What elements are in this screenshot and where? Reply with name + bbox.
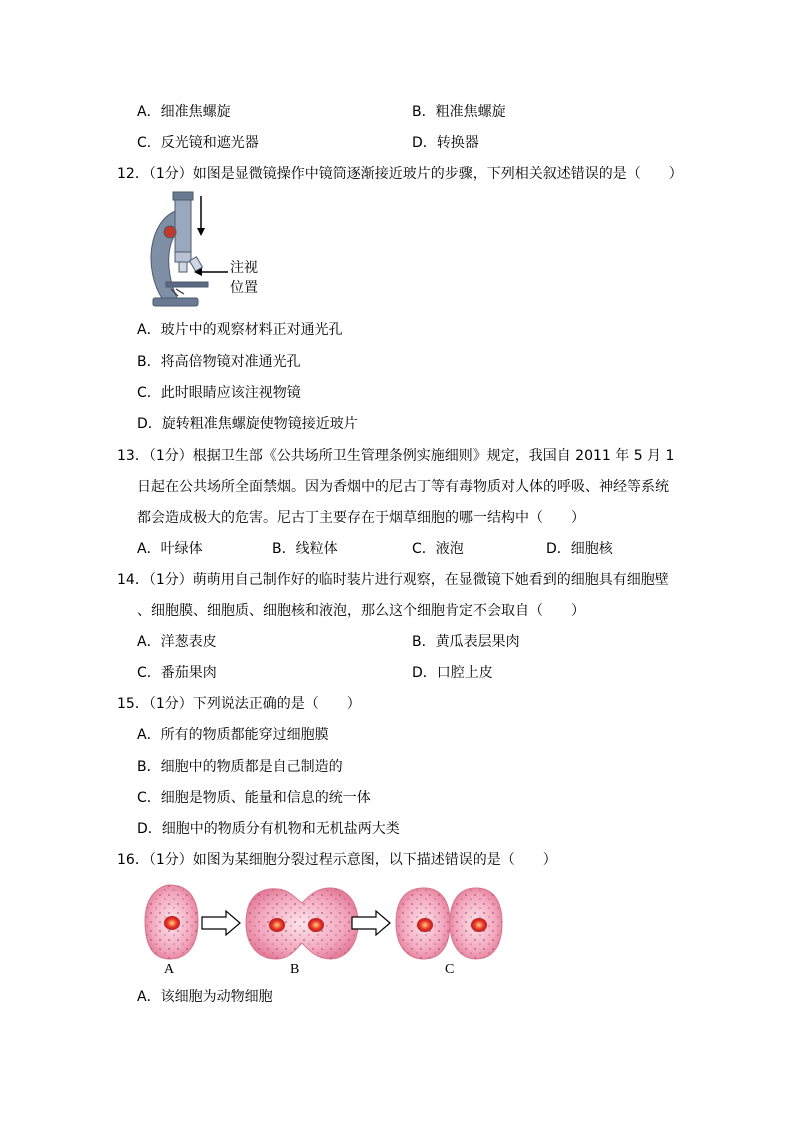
q13-option-c: C．液泡	[412, 541, 464, 557]
q15-option-b: B．细胞中的物质都是自己制造的	[137, 759, 343, 775]
microscope-figure	[138, 190, 268, 310]
cell-c	[396, 888, 502, 959]
q15-option-a: A．所有的物质都能穿过细胞膜	[137, 727, 329, 743]
cell-division-figure	[140, 883, 540, 978]
q13-stem-line-1: 13．（1分）根据卫生部《公共场所卫生管理条例实施细则》规定，我国自 2011 年 5 月 1	[117, 448, 675, 464]
q11-option-b: B．粗准焦螺旋	[412, 104, 506, 120]
q14-stem-line-1: 14．（1分）萌萌用自己制作好的临时装片进行观察，在显微镜下她看到的细胞具有细胞壁	[117, 572, 669, 588]
q12-option-d: D．旋转粗准焦螺旋使物镜接近玻片	[137, 416, 358, 432]
figure-label-b: B	[290, 962, 300, 977]
q11-option-d: D．转换器	[412, 135, 479, 151]
q11-option-c: C．反光镜和遮光器	[137, 135, 259, 151]
figure-label-gaze: 注视	[230, 260, 258, 276]
q12-option-b: B．将高倍物镜对准通光孔	[137, 354, 301, 370]
cell-b	[246, 888, 358, 959]
q13-option-b: B．线粒体	[272, 541, 338, 557]
q14-stem-line-2: 、细胞膜、细胞质、细胞核和液泡，那么这个细胞肯定不会取自（ ）	[137, 603, 585, 619]
q13-stem-line-2: 日起在公共场所全面禁烟。因为香烟中的尼古丁等有毒物质对人体的呼吸、神经等系统	[137, 479, 669, 495]
q12-option-a: A．玻片中的观察材料正对通光孔	[137, 322, 343, 338]
q16-stem: 16．（1分）如图为某细胞分裂过程示意图，以下描述错误的是（ ）	[117, 852, 557, 868]
q12-option-c: C．此时眼睛应该注视物镜	[137, 385, 301, 401]
q15-option-d: D．细胞中的物质分有机物和无机盐两大类	[137, 821, 400, 837]
q13-option-d: D．细胞核	[546, 541, 613, 557]
figure-label-position: 位置	[230, 280, 258, 296]
q15-option-c: C．细胞是物质、能量和信息的统一体	[137, 790, 371, 806]
figure-label-c: C	[445, 962, 455, 977]
q14-option-c: C．番茄果肉	[137, 665, 217, 681]
q16-option-a: A．该细胞为动物细胞	[137, 989, 273, 1005]
cell-a	[145, 885, 198, 959]
q13-stem-line-3: 都会造成极大的危害。尼古丁主要存在于烟草细胞的哪一结构中（ ）	[137, 510, 585, 526]
q13-option-a: A．叶绿体	[137, 541, 203, 557]
q12-stem: 12．（1分）如图是显微镜操作中镜筒逐渐接近玻片的步骤，下列相关叙述错误的是（ ）	[117, 166, 683, 182]
figure-label-a: A	[164, 962, 175, 977]
q14-option-b: B．黄瓜表层果肉	[412, 634, 520, 650]
q15-stem: 15．（1分）下列说法正确的是（ ）	[117, 696, 361, 712]
q14-option-a: A．洋葱表皮	[137, 634, 217, 650]
q11-option-a: A．细准焦螺旋	[137, 104, 231, 120]
q14-option-d: D．口腔上皮	[412, 665, 493, 681]
arrow-right-icon	[202, 911, 240, 935]
